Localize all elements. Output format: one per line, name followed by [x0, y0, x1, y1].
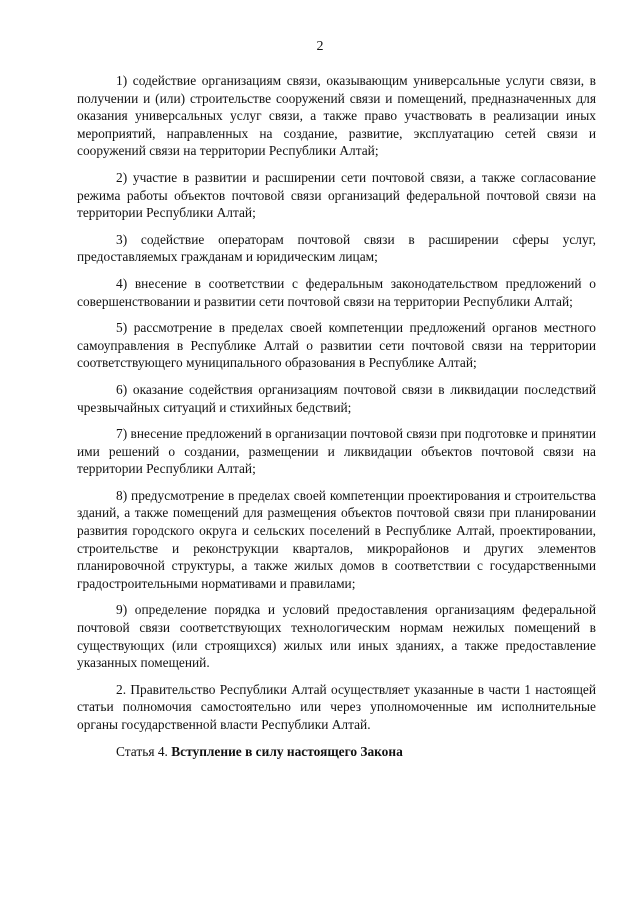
list-item-1: 1) содействие организациям связи, оказывающим универсальные услуги связи, в получении и (или) строительстве сооружений связи и помещений, предназначенных для оказания универсальных услуг связи, а также право участвовать в реализации иных мероприятий, направленных на создание, развитие, эксплуатацию сетей связи и сооружений связи на территории Республики Алтай; [77, 73, 596, 159]
list-item-6: 6) оказание содействия организациям почтовой связи в ликвидации последствий чрезвычайных ситуаций и стихийных бедствий; [77, 381, 596, 415]
list-item-2: 2) участие в развитии и расширении сети почтовой связи, а также согласование режима работы объектов почтовой связи организаций федеральной почтовой связи на территории Республики Алтай; [77, 169, 596, 221]
list-item-5: 5) рассмотрение в пределах своей компетенции предложений органов местного самоуправления в Республике Алтай о развитии сети почтовой связи на территории соответствующего муниципального образования в Республике Алтай; [77, 320, 596, 371]
article-title: Вступление в силу настоящего Закона [171, 743, 403, 759]
page-number: 2 [316, 39, 324, 54]
list-item-3: 3) содействие операторам почтовой связи в расширении сферы услуг, предоставляемых гражданам и юридическим лицам; [77, 231, 596, 265]
article-prefix: Статья 4. [116, 743, 172, 759]
list-item-9: 9) определение порядка и условий предоставления организациям федеральной почтовой связи соответствующих технологическим нормам нежилых помещений в существующих (или строящихся) жилых или иных зданиях, а также предоставление указанных помещений. [77, 602, 596, 671]
list-item-4: 4) внесение в соответствии с федеральным законодательством предложений о совершенствовании и развитии сети почтовой связи на территории Республики Алтай; [77, 275, 596, 309]
document-body [77, 72, 596, 760]
list-item-7: 7) внесение предложений в организации почтовой связи при подготовке и принятии ими решений о создании, размещении и ликвидации объектов почтовой связи на территории Республики Алтай; [77, 426, 596, 477]
section-2-paragraph: 2. Правительство Республики Алтай осуществляет указанные в части 1 настоящей статьи полномочия самостоятельно или через уполномоченные им исполнительные органы государственной власти Республики Алтай. [77, 681, 596, 732]
article-heading [77, 743, 596, 761]
list-item-8: 8) предусмотрение в пределах своей компетенции проектирования и строительства зданий, а также помещений для размещения объектов почтовой связи при планировании развития городского округа и сельских поселений в Республике Алтай, проектировании, строительстве и реконструкции кварталов, микрорайонов и других элементов планировочной структуры, а также жилых домов в соответствии с государственными градостроительными нормативами и правилами; [77, 487, 596, 591]
